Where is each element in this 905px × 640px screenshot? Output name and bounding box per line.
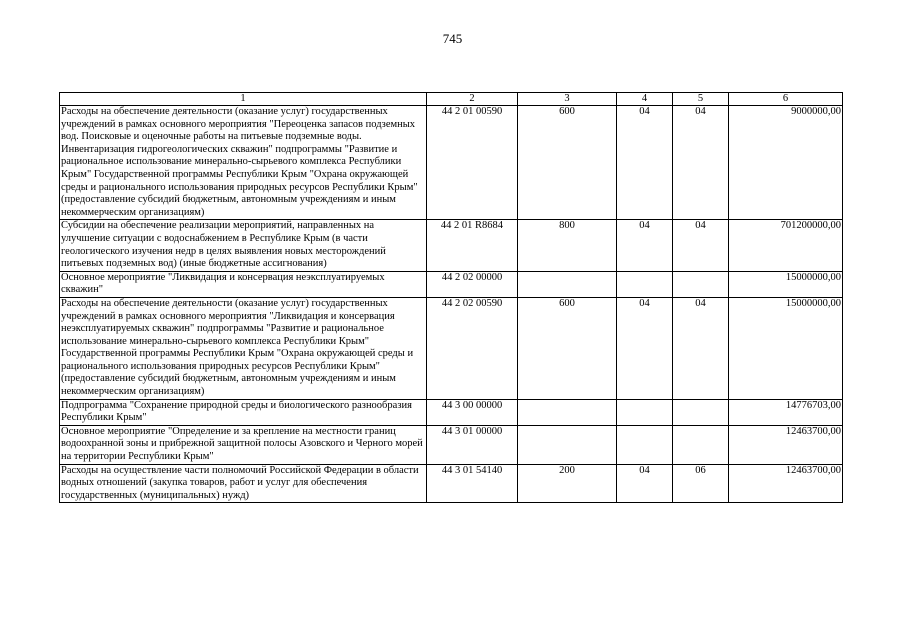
row-code-cell: 44 3 01 00000 (427, 425, 518, 464)
row-name-cell: Подпрограмма "Сохранение природной среды и биологического разнообразия Республики Крым" (60, 399, 427, 425)
row-code-cell: 44 2 01 R8684 (427, 220, 518, 271)
row-amount-cell: 9000000,00 (729, 106, 843, 220)
row-col4-cell: 04 (617, 106, 673, 220)
row-amount-cell: 14776703,00 (729, 399, 843, 425)
row-col3-cell: 600 (518, 106, 617, 220)
row-col3-cell: 600 (518, 297, 617, 399)
row-amount-cell: 15000000,00 (729, 271, 843, 297)
row-col5-cell: 06 (673, 464, 729, 503)
row-name-cell: Расходы на осуществление части полномочий Российской Федерации в области водных отношений (закупка товаров, работ и услуг для обеспечения государственных (муниципальных) нужд) (60, 464, 427, 503)
row-name-cell: Основное мероприятие "Определение и за крепление на местности границ водоохранной зоны и прибрежной защитной полосы Азовского и Черного морей на территории Республики Крым" (60, 425, 427, 464)
header-col-2: 2 (427, 93, 518, 106)
row-col4-cell: 04 (617, 220, 673, 271)
row-code-cell: 44 3 01 54140 (427, 464, 518, 503)
row-name-cell: Субсидии на обеспечение реализации мероприятий, направленных на улучшение ситуации с водоснабжением в Республике Крым (в части геологического изучения недр в целях выявления новых месторождений питьевых подземных вод) (иные бюджетные ассигнования) (60, 220, 427, 271)
header-col-3: 3 (518, 93, 617, 106)
row-name-cell: Основное мероприятие "Ликвидация и консервация неэксплуатируемых скважин" (60, 271, 427, 297)
page-number: 745 (442, 31, 463, 46)
row-amount-cell: 15000000,00 (729, 297, 843, 399)
header-col-1: 1 (60, 93, 427, 106)
row-code-cell: 44 2 02 00590 (427, 297, 518, 399)
row-col5-cell (673, 399, 729, 425)
row-col3-cell: 200 (518, 464, 617, 503)
row-amount-cell: 701200000,00 (729, 220, 843, 271)
row-col5-cell (673, 271, 729, 297)
header-col-6: 6 (729, 93, 843, 106)
row-col5-cell: 04 (673, 297, 729, 399)
table-row (60, 425, 843, 464)
table-row (60, 271, 843, 297)
table-row (60, 297, 843, 399)
row-col5-cell: 04 (673, 220, 729, 271)
row-code-cell: 44 3 00 00000 (427, 399, 518, 425)
row-col4-cell (617, 399, 673, 425)
budget-table (59, 92, 843, 503)
row-col5-cell (673, 425, 729, 464)
table-row (60, 220, 843, 271)
row-col4-cell: 04 (617, 464, 673, 503)
row-col3-cell (518, 425, 617, 464)
row-col4-cell (617, 425, 673, 464)
table-row (60, 106, 843, 220)
row-col3-cell (518, 399, 617, 425)
row-col3-cell (518, 271, 617, 297)
table-row (60, 399, 843, 425)
row-amount-cell: 12463700,00 (729, 425, 843, 464)
row-code-cell: 44 2 01 00590 (427, 106, 518, 220)
header-col-4: 4 (617, 93, 673, 106)
row-col4-cell (617, 271, 673, 297)
row-col5-cell: 04 (673, 106, 729, 220)
row-name-cell: Расходы на обеспечение деятельности (оказание услуг) государственных учреждений в рамках основного мероприятия "Ликвидация и консервация неэксплуатируемых скважин" подпрограммы "Развитие и рациональное использование минерально-сырьевого комплекса Республики Крым" Государственной программы Республики Крым "Охрана окружающей среды и рационального использования природных ресурсов Республики Крым" (предоставление субсидий бюджетным, автономным учреждениям и иным некоммерческим организациям) (60, 297, 427, 399)
row-col3-cell: 800 (518, 220, 617, 271)
header-row (60, 93, 843, 106)
row-code-cell: 44 2 02 00000 (427, 271, 518, 297)
row-name-cell: Расходы на обеспечение деятельности (оказание услуг) государственных учреждений в рамках основного мероприятия "Переоценка запасов подземных вод. Поисковые и оценочные работы на питьевые подземные воды. Инвентаризация гидрогеологических скважин" подпрограммы "Развитие и рациональное использование минерально-сырьевого комплекса Республики Крым" Государственной программы Республики Крым "Охрана окружающей среды и рационального использования природных ресурсов Республики Крым" (предоставление субсидий бюджетным, автономным учреждениям и иным некоммерческим организациям) (60, 106, 427, 220)
row-col4-cell: 04 (617, 297, 673, 399)
table-row (60, 464, 843, 503)
header-col-5: 5 (673, 93, 729, 106)
row-amount-cell: 12463700,00 (729, 464, 843, 503)
